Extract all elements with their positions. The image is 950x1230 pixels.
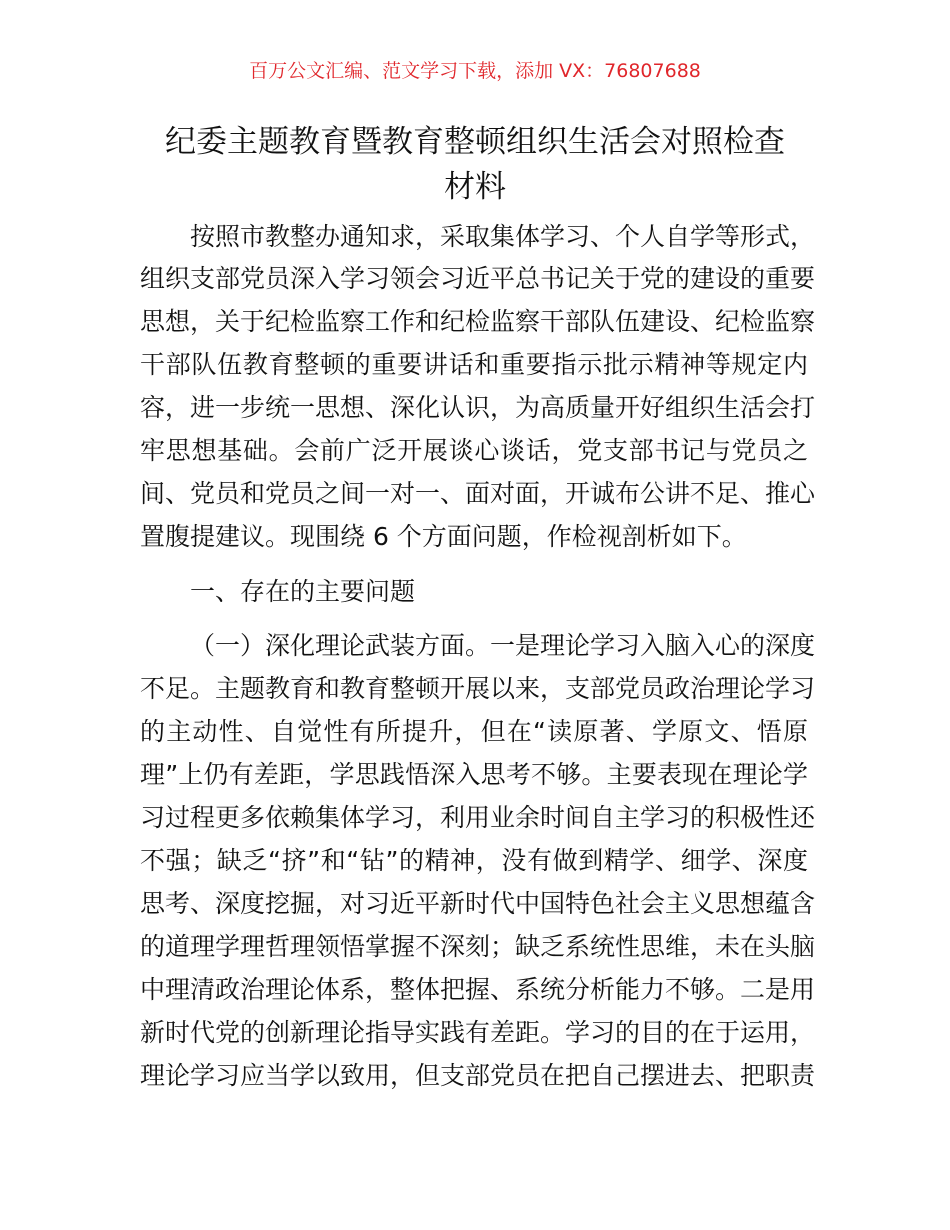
watermark-header: 百万公文汇编、范文学习下载，添加 VX：76807688 [249, 60, 701, 82]
paragraph-line: 组织支部党员深入学习领会习近平总书记关于党的建设的重要 [140, 264, 816, 293]
paragraph-line: 的道理学理哲理领悟掌握不深刻；缺乏系统性思维，未在头脑 [140, 932, 816, 961]
document-title-line-2: 材料 [444, 169, 506, 205]
document-title-line-1: 纪委主题教育暨教育整顿组织生活会对照检查 [165, 124, 785, 160]
paragraph-line: 的主动性、自觉性有所提升，但在“读原著、学原文、悟原 [140, 717, 808, 746]
paragraph-line: 牢思想基础。会前广泛开展谈心谈话，党支部书记与党员之 [140, 436, 808, 465]
paragraph-line: 理论学习应当学以致用，但支部党员在把自己摆进去、把职责 [140, 1061, 816, 1090]
paragraph-line: 容，进一步统一思想、深化认识，为高质量开好组织生活会打 [140, 393, 816, 422]
paragraph-line: 思想，关于纪检监察工作和纪检监察干部队伍建设、纪检监察 [140, 307, 816, 336]
paragraph-line: 中理清政治理论体系，整体把握、系统分析能力不够。二是用 [140, 975, 816, 1004]
section-heading: 一、存在的主要问题 [190, 577, 416, 606]
paragraph-line: 思考、深度挖掘，对习近平新时代中国特色社会主义思想蕴含 [140, 889, 816, 918]
paragraph-line: 习过程更多依赖集体学习，利用业余时间自主学习的积极性还 [140, 803, 816, 832]
paragraph-line: 按照市教整办通知求，采取集体学习、个人自学等形式， [190, 222, 816, 251]
paragraph-line: 理”上仍有差距，学思践悟深入思考不够。主要表现在理论学 [140, 760, 808, 789]
paragraph-line: 间、党员和党员之间一对一、面对面，开诚布公讲不足、推心 [140, 479, 816, 508]
paragraph-line: 干部队伍教育整顿的重要讲话和重要指示批示精神等规定内 [140, 350, 808, 379]
paragraph-line: 置腹提建议。现围绕 6 个方面问题，作检视剖析如下。 [140, 522, 747, 551]
paragraph-line: 不足。主题教育和教育整顿开展以来，支部党员政治理论学习 [140, 674, 816, 703]
paragraph-line: 不强；缺乏“挤”和“钻”的精神，没有做到精学、细学、深度 [140, 846, 808, 875]
paragraph-line: （一）深化理论武装方面。一是理论学习入脑入心的深度 [190, 631, 816, 660]
paragraph-line: 新时代党的创新理论指导实践有差距。学习的目的在于运用， [140, 1018, 816, 1047]
